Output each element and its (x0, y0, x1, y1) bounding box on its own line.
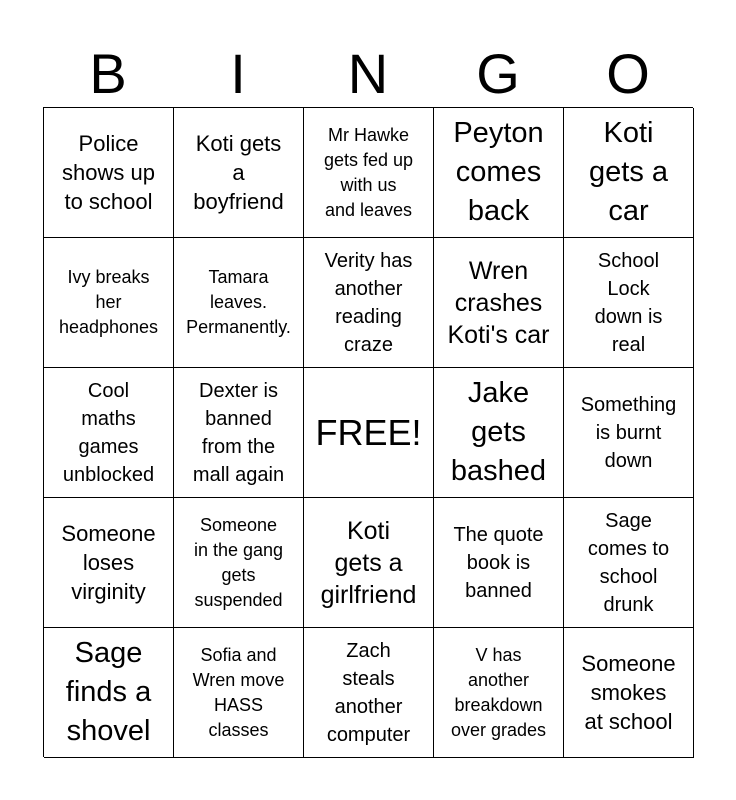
bingo-cell-r3-c2[interactable] (174, 368, 304, 498)
bingo-header (43, 40, 693, 108)
cell-text: The quote book is banned (453, 523, 544, 602)
cell-text: Sage comes to school drunk (587, 509, 670, 616)
cell-text: Peyton comes back (453, 117, 544, 227)
cell-text: Someone smokes at school (581, 651, 676, 734)
cell-text: Jake gets bashed (450, 377, 547, 487)
bingo-cell-r2-c1[interactable] (44, 238, 174, 368)
header-letter-b: B (89, 42, 127, 105)
bingo-cell-r4-c2[interactable] (174, 498, 304, 628)
bingo-cell-free[interactable] (304, 368, 434, 498)
header-letter-o: O (606, 42, 650, 105)
cell-text: Koti gets a boyfriend (193, 131, 284, 214)
bingo-cell-r1-c1[interactable] (44, 108, 174, 238)
bingo-cell-r4-c5[interactable] (564, 498, 694, 628)
bingo-cell-r3-c1[interactable] (44, 368, 174, 498)
cell-text: Sofia and Wren move HASS classes (192, 644, 285, 740)
cell-text: V has another breakdown over grades (450, 644, 547, 740)
cell-text: Ivy breaks her headphones (58, 267, 159, 337)
bingo-cell-r4-c3[interactable] (304, 498, 434, 628)
cell-text: Dexter is banned from the mall again (192, 379, 285, 486)
bingo-board (43, 107, 693, 757)
cell-text: Someone in the gang gets suspended (193, 514, 284, 610)
bingo-cell-r5-c1[interactable] (44, 628, 174, 758)
cell-text: Mr Hawke gets fed up with us and leaves (323, 124, 414, 220)
bingo-cell-r5-c4[interactable] (434, 628, 564, 758)
cell-text: Zach steals another computer (326, 639, 411, 746)
bingo-cell-r5-c3[interactable] (304, 628, 434, 758)
bingo-cell-r1-c3[interactable] (304, 108, 434, 238)
cell-text: Koti gets a car (589, 117, 668, 227)
bingo-cell-r2-c3[interactable] (304, 238, 434, 368)
bingo-cell-r4-c4[interactable] (434, 498, 564, 628)
cell-text: Sage finds a shovel (65, 637, 152, 747)
cell-text: Tamara leaves. Permanently. (186, 267, 291, 337)
free-space-text: FREE! (315, 411, 422, 453)
bingo-cell-r3-c4[interactable] (434, 368, 564, 498)
header-letter-g: G (476, 42, 520, 105)
cell-text: Verity has another reading craze (324, 249, 413, 356)
cell-text: Someone loses virginity (61, 521, 156, 604)
cell-text: Something is burnt down (580, 393, 677, 472)
bingo-cell-r5-c5[interactable] (564, 628, 694, 758)
cell-text: Police shows up to school (62, 131, 155, 214)
bingo-cell-r2-c5[interactable] (564, 238, 694, 368)
bingo-cell-r1-c5[interactable] (564, 108, 694, 238)
bingo-cell-r4-c1[interactable] (44, 498, 174, 628)
cell-text: Koti gets a girlfriend (320, 516, 417, 609)
bingo-cell-r5-c2[interactable] (174, 628, 304, 758)
bingo-cell-r3-c5[interactable] (564, 368, 694, 498)
bingo-cell-r2-c4[interactable] (434, 238, 564, 368)
bingo-cell-r2-c2[interactable] (174, 238, 304, 368)
cell-text: Wren crashes Koti's car (447, 256, 550, 349)
cell-text: School Lock down is real (594, 249, 663, 356)
header-letter-i: I (230, 42, 246, 105)
bingo-cell-r1-c2[interactable] (174, 108, 304, 238)
bingo-cell-r1-c4[interactable] (434, 108, 564, 238)
cell-text: Cool maths games unblocked (62, 379, 155, 486)
header-letter-n: N (347, 42, 389, 105)
